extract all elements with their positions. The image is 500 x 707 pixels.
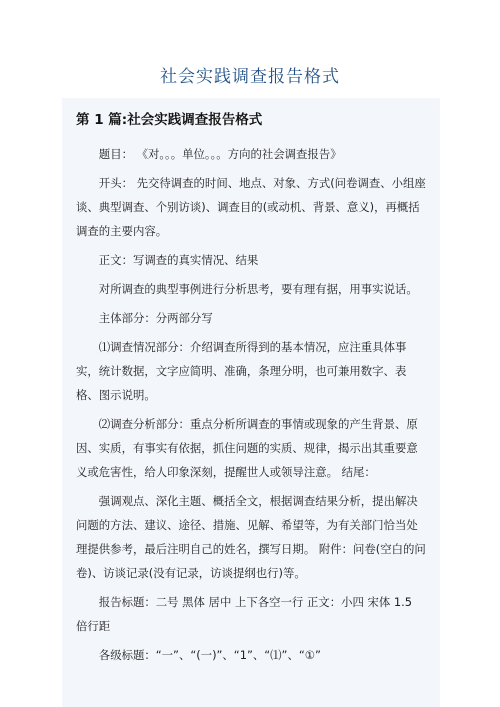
paragraph-survey-situation: ⑴调查情况部分：介绍调查所得到的基本情况，应注重具体事实，统计数据，文字应简明、准确，条理分明，也可兼用数字、表格、图示说明。 — [76, 340, 407, 402]
body-text — [76, 142, 426, 672]
paragraph-conclusion: 强调观点、深化主题、概括全文，根据调查结果分析，提出解决问题的方法、建议、途径、措施、见解、希望等，为有关部门恰当处理提供参考，最后注明自己的姓名，撰写日期。 附件：问卷(空白的问卷)、访谈记录(没有记录，访谈提纲也行)等。 — [76, 494, 426, 580]
paragraph-main-text: 正文：写调查的真实情况、结果 — [98, 253, 259, 267]
paragraph-survey-analysis: ⑵调查分析部分：重点分析所调查的事情或现象的产生背景、原因、实质，有事实有依据，抓住问题的实质、规律，揭示出其重要意义或危害性，给人印象深刻，提醒世人或领导注意。 结尾： — [76, 417, 418, 479]
section-heading: 第 1 篇:社会实践调查报告格式 — [76, 112, 263, 128]
paragraph-heading-levels: 各级标题：“一”、“(一)”、“1”、“⑴”、“①” — [98, 648, 321, 662]
paragraph-title-line: 题目： 《对。。。单位。。。方向的社会调查报告》 — [98, 147, 342, 161]
document-title: 社会实践调查报告格式 — [160, 67, 340, 87]
paragraph-analysis: 对所调查的典型事例进行分析思考，要有理有据，用事实说话。 — [98, 282, 418, 296]
paragraph-title-format: 报告标题：二号 黑体 居中 上下各空一行 正文：小四 宋体 1.5 倍行距 — [76, 595, 413, 633]
paragraph-body-parts: 主体部分：分两部分写 — [98, 311, 213, 325]
paragraph-opening: 开头： 先交待调查的时间、地点、对象、方式(问卷调查、小组座谈、典型调查、个别访谈)、调查目的(或动机、背景、意义)，再概括调查的主要内容。 — [76, 176, 426, 238]
